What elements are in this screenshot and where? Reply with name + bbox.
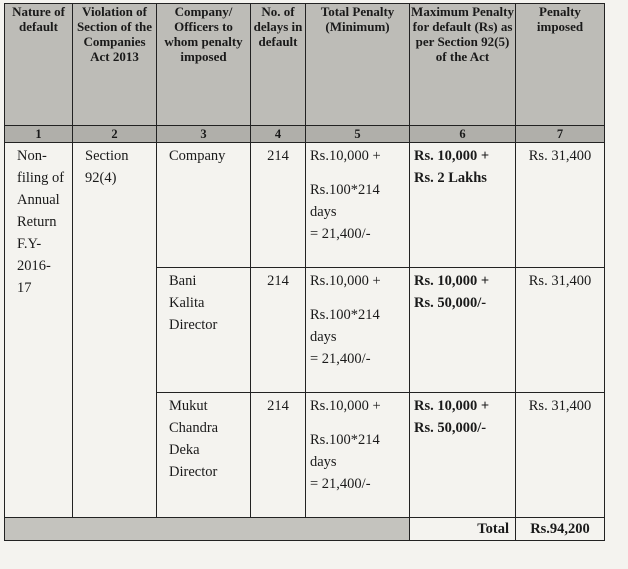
min-penalty-cell: Rs.10,000 + Rs.100*214 days = 21,400/- [306,143,410,268]
min-penalty-cell: Rs.10,000 + Rs.100*214 days = 21,400/- [306,393,410,518]
column-number: 1 [5,126,73,143]
header-max-penalty: Maximum Penalty for default (Rs) as per Section 92(5) of the Act [410,4,516,126]
column-number: 6 [410,126,516,143]
column-number: 7 [516,126,605,143]
header-violation-section: Violation of Section of the Companies Act 2013 [73,4,157,126]
max-penalty-cell: Rs. 10,000 + Rs. 2 Lakhs [410,143,516,268]
penalty-table [4,3,605,541]
penalty-imposed-cell: Rs. 31,400 [516,393,605,518]
violation-section-cell: Section 92(4) [73,143,157,518]
delays-cell: 214 [251,143,306,268]
header-row [5,4,605,126]
nature-of-default-cell: Non- filing of Annual Return F.Y- 2016- 17 [5,143,73,518]
total-row [5,518,605,541]
officer-cell: Company [157,143,251,268]
officer-cell: Bani Kalita Director [157,268,251,393]
min-penalty-cell: Rs.10,000 + Rs.100*214 days = 21,400/- [306,268,410,393]
header-penalty-imposed: Penalty imposed [516,4,605,126]
header-officers: Company/ Officers to whom penalty imposed [157,4,251,126]
penalty-imposed-cell: Rs. 31,400 [516,143,605,268]
penalty-imposed-cell: Rs. 31,400 [516,268,605,393]
header-delays: No. of delays in default [251,4,306,126]
max-penalty-cell: Rs. 10,000 + Rs. 50,000/- [410,393,516,518]
officer-cell: Mukut Chandra Deka Director [157,393,251,518]
column-number-row [5,126,605,143]
table-row-company [5,143,605,268]
column-number: 5 [306,126,410,143]
delays-cell: 214 [251,268,306,393]
delays-cell: 214 [251,393,306,518]
total-label: Total [410,518,516,541]
column-number: 3 [157,126,251,143]
header-nature-of-default: Nature of default [5,4,73,126]
total-blank-cell [5,518,410,541]
column-number: 4 [251,126,306,143]
column-number: 2 [73,126,157,143]
max-penalty-cell: Rs. 10,000 + Rs. 50,000/- [410,268,516,393]
header-total-penalty-min: Total Penalty (Minimum) [306,4,410,126]
total-value: Rs.94,200 [516,518,605,541]
